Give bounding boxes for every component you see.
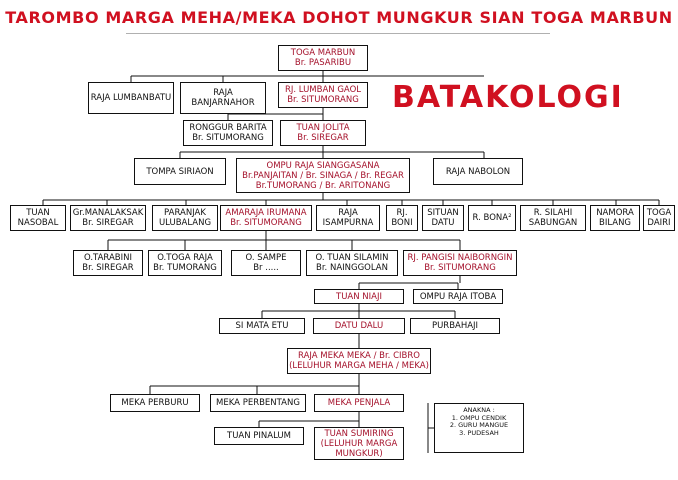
person-name: R. SILAHI <box>533 208 573 218</box>
person-tuan-nasobal[interactable] <box>10 205 66 231</box>
person-spouse: Br. SIREGAR <box>82 218 134 228</box>
person-name: TUAN PINALUM <box>227 431 291 441</box>
person-paranjak-ulubalang[interactable] <box>152 205 218 231</box>
person-name: MEKA PERBURU <box>121 398 189 408</box>
person-tuan-niaji[interactable] <box>314 289 404 304</box>
person-name: TUAN NIAJI <box>336 291 382 302</box>
person-name: TOGA <box>646 208 672 218</box>
person-r-bona[interactable] <box>468 205 516 231</box>
person-tuan-pinalum[interactable] <box>214 427 304 445</box>
person-datu-dalu[interactable] <box>313 318 405 334</box>
person-meka-perbentang[interactable] <box>210 394 306 412</box>
person-spouse: Br. TUMORANG <box>153 263 217 273</box>
person-name: RAJA NABOLON <box>445 166 511 177</box>
connector <box>131 70 484 82</box>
person-name: MEKA PERBENTANG <box>216 398 300 408</box>
person-tuan-sumiring[interactable] <box>314 427 404 460</box>
person-tuan-jolita[interactable] <box>280 120 366 146</box>
person-spouses: Br.PANJAITAN / Br. SINAGA / Br. REGAR <box>242 170 404 181</box>
children-note-heading: ANAKNA : <box>463 406 495 414</box>
person-ronggur-barita[interactable] <box>183 120 273 146</box>
person-name: RAJA <box>213 88 233 98</box>
person-raja-lumbanbatu[interactable] <box>88 82 174 114</box>
person-o-tarabini[interactable] <box>73 250 143 276</box>
children-note-item: 2. GURU MANGUE <box>449 421 509 430</box>
connector <box>262 303 455 318</box>
person-name-cont: SABUNGAN <box>528 218 578 228</box>
person-ompu-raja-sianggasana[interactable] <box>236 158 410 193</box>
person-raja-meka-meka[interactable] <box>287 348 431 374</box>
person-spouse: Br. SITUMORANG <box>192 133 264 143</box>
connector <box>43 193 659 205</box>
connector <box>108 231 460 250</box>
person-name-cont: BANJARNAHOR <box>191 98 255 108</box>
person-raja-nabolon[interactable] <box>433 158 523 185</box>
person-spouse: Br ..... <box>253 263 279 273</box>
person-name-cont: ULUBALANG <box>158 218 212 228</box>
connector <box>259 411 359 427</box>
person-spouse: Br. SIREGAR <box>297 133 349 143</box>
person-note: (LELUHUR MARGA <box>320 438 398 449</box>
person-name: O.TARABINI <box>84 253 132 263</box>
person-o-sampe[interactable] <box>231 250 301 276</box>
person-r-silahi-sabungan[interactable] <box>520 205 586 231</box>
person-name: Gr.MANALAKSAK <box>72 208 144 218</box>
person-name: TOMPA SIRIAON <box>146 166 214 177</box>
person-toga-marbun[interactable] <box>278 45 368 71</box>
person-name: RAJA <box>338 208 358 218</box>
person-name-cont: BONI <box>391 218 413 228</box>
person-name: O.TOGA RAJA <box>157 253 213 263</box>
chart-title: TAROMBO MARGA MEHA/MEKA DOHOT MUNGKUR SIAN TOGA MARBUN <box>5 8 673 27</box>
person-purbahaji[interactable] <box>410 318 500 334</box>
person-name: SITUAN <box>427 208 459 218</box>
person-o-toga-raja[interactable] <box>148 250 222 276</box>
person-name: TUAN <box>26 208 50 218</box>
person-rj-lumban-gaol[interactable] <box>278 82 368 108</box>
person-meka-perburu[interactable] <box>110 394 200 412</box>
person-name: PURBAHAJI <box>431 321 479 331</box>
person-raja-banjarnahor[interactable] <box>180 82 266 114</box>
person-name-cont: NASOBAL <box>17 218 59 228</box>
connector <box>359 276 460 289</box>
person-name: RAJA LUMBANBATU <box>90 93 172 103</box>
person-toga-dairi[interactable] <box>643 205 675 231</box>
person-meka-penjala[interactable] <box>314 394 404 412</box>
person-spouse: Br. SITUMORANG <box>424 263 496 273</box>
person-name: MEKA PENJALA <box>327 398 391 408</box>
person-rj-boni[interactable] <box>386 205 418 231</box>
person-spouse: Br. SITUMORANG <box>287 95 359 105</box>
person-name: RJ. PANGISI NAIBORNGIN <box>407 253 513 263</box>
children-note-item: 3. PUDESAH <box>459 428 499 437</box>
person-name-cont: ISAMPURNA <box>322 218 374 228</box>
person-name: RJ. LUMBAN GAOL <box>284 85 362 95</box>
person-name-cont: BILANG <box>598 218 632 228</box>
person-spouses-cont: Br.TUMORANG / Br. ARITONANG <box>255 180 391 191</box>
person-gr-manalaksak[interactable] <box>70 205 146 231</box>
person-name: OMPU RAJA ITOBA <box>419 291 497 302</box>
person-name: SI MATA ETU <box>235 321 289 331</box>
connector <box>180 146 484 158</box>
person-name: RONGGUR BARITA <box>189 123 267 133</box>
person-name: TUAN SUMIRING <box>324 428 394 439</box>
person-spouse: Br. SITUMORANG <box>230 218 302 228</box>
person-name: RJ. <box>396 208 408 218</box>
person-spouse: Br. NAINGGOLAN <box>316 263 388 273</box>
person-ompu-raja-itoba[interactable] <box>413 289 503 304</box>
person-namora-bilang[interactable] <box>590 205 640 231</box>
person-name: AMARAJA IRUMANA <box>225 208 307 218</box>
person-o-tuan-silamin[interactable] <box>306 250 398 276</box>
person-name: O. TUAN SILAMIN <box>315 253 389 263</box>
person-spouse: Br. SIREGAR <box>82 263 134 273</box>
person-name: TUAN JOLITA <box>296 123 350 133</box>
person-name-cont: DATU <box>431 218 455 228</box>
person-name: O. SAMPE <box>245 253 287 263</box>
person-name: DATU DALU <box>334 321 384 331</box>
person-name-cont: DAIRI <box>647 218 671 228</box>
connector <box>150 373 359 394</box>
person-name: PARANJAK <box>164 208 206 218</box>
children-note <box>434 403 524 453</box>
person-name: OMPU RAJA SIANGGASANA <box>266 160 380 171</box>
person-name: R. BONA² <box>472 213 512 223</box>
person-note-cont: MUNGKUR) <box>335 448 383 459</box>
person-situan-datu[interactable] <box>422 205 464 231</box>
person-name: TOGA MARBUN <box>290 48 356 58</box>
person-name: NAMORA <box>596 208 634 218</box>
brand-logo-text: BATAKOLOGI <box>392 80 624 115</box>
person-raja-isampurna[interactable] <box>316 205 380 231</box>
person-si-mata-etu[interactable] <box>219 318 305 334</box>
person-spouse: Br. PASARIBU <box>294 58 352 68</box>
children-note-item: 1. OMPU CENDIK <box>451 413 507 422</box>
person-name: RAJA MEKA MEKA / Br. CIBRO <box>298 351 420 361</box>
person-rj-pangisi-naiborngin[interactable] <box>403 250 517 276</box>
person-amaraja-irumana[interactable] <box>220 205 312 231</box>
person-note: (LELUHUR MARGA MEHA / MEKA) <box>289 361 429 371</box>
person-tompa-siriaon[interactable] <box>134 158 226 185</box>
